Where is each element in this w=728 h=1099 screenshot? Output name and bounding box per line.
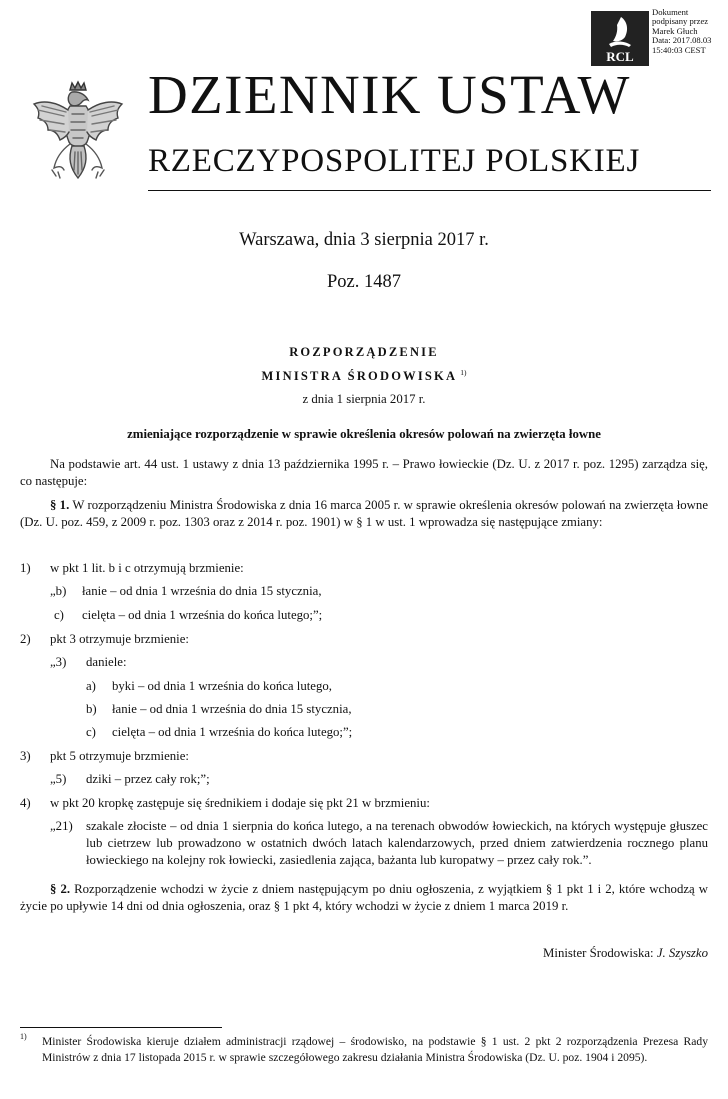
rcl-logo-text: RCL [606,49,634,64]
polish-eagle-emblem [26,80,130,192]
item-3-5-text: dziki – przez cały rok;”; [86,772,210,786]
item-1-label: 1) [20,561,31,575]
item-1-b-label: „b) [50,584,67,598]
item-3-text: pkt 5 otrzymuje brzmienie: [50,749,189,763]
item-3-5-label: „5) [50,772,67,786]
signature-info [652,8,728,55]
item-1-text: w pkt 1 lit. b i c otrzymują brzmienie: [50,561,244,575]
item-2-a-text: byki – od dnia 1 września do końca lutego, [112,679,332,693]
item-2-a-label: a) [86,679,96,693]
footnote-divider [20,1027,222,1028]
item-4-text: w pkt 20 kropkę zastępuje się średnikiem i dodaje się pkt 21 w brzmieniu: [50,796,430,810]
document-date: z dnia 1 sierpnia 2017 r. [302,392,426,406]
section-1-text: W rozporządzeniu Ministra Środowiska z dnia 16 marca 2005 r. w sprawie określenia okresów polowań na zwierzęta łowne (Dz. U. poz. 459, z 2009 r. poz. 1303 oraz z 2014 r. poz. 1901) w § 1 w ust. 1 wprowadza się następujące zmiany: [20,498,708,529]
document-author-name: MINISTRA ŚRODOWISKA [261,369,458,383]
document-author [0,364,728,385]
item-2-3-label: „3) [50,655,67,669]
item-1-c-text: cielęta – od dnia 1 września do końca lutego;”; [82,608,323,622]
item-2-b-label: b) [86,702,97,716]
signature-name: J. Szyszko [656,946,708,960]
item-2-b-text: łanie – od dnia 1 września do dnia 15 stycznia, [112,702,352,716]
document-subject: zmieniające rozporządzenie w sprawie określenia okresów polowań na zwierzęta łowne [127,427,601,441]
publication-date: Warszawa, dnia 3 sierpnia 2017 r. [239,230,489,250]
signature-line: 15:40:03 CEST [652,44,706,55]
item-2-c-label: c) [86,725,96,739]
signature-line: Data: 2017.08.03 [652,35,712,46]
item-2-text: pkt 3 otrzymuje brzmienie: [50,632,189,646]
section-1-paragraph [20,497,708,531]
footnote-text: Minister Środowiska kieruje działem administracji rządowej – środowisko, na podstawie § 1 ust. 2 pkt 2 rozporządzenia Prezesa Rady Ministrów z dnia 17 listopada 2015 r. w sprawie szczegółowego zakresu działania Ministra Środowiska (Dz. U. poz. 1904 i 2095). [42,1035,708,1064]
section-1-mark: § 1. [50,498,70,512]
signature-line: Dokument [652,7,689,17]
item-3-label: 3) [20,749,31,763]
item-4-21-text: szakale złociste – od dnia 1 sierpnia do końca lutego, a na terenach obwodów łowieckich, na których występuje głuszec lub cietrzew lub prowadzono w ostatnich dwóch latach kalendarzowych, przed dniem zatwierdzenia rocznego planu łowieckiego na kolejny rok łowiecki, zasiedlenia zająca, bażanta lub kuropatwy – przez cały rok.”. [86,819,708,867]
rcl-signature-logo [591,11,649,66]
item-4-label: 4) [20,796,31,810]
signature-line: podpisany przez [652,16,709,27]
item-4-21-label: „21) [50,819,73,833]
signature-role: Minister Środowiska: [543,946,654,960]
intro-paragraph: Na podstawie art. 44 ust. 1 ustawy z dnia 13 października 1995 r. – Prawo łowieckie (Dz. U. z 2017 r. poz. 1295) zarządza się, co następuje: [20,457,708,488]
footnote-reference: 1) [460,368,467,377]
item-1-b-text: łanie – od dnia 1 września do dnia 15 stycznia, [82,584,322,598]
minister-signature [0,945,708,962]
journal-title: DZIENNIK USTAW [148,64,631,125]
footnote-number: 1) [20,1032,27,1041]
document-type: ROZPORZĄDZENIE [289,345,439,359]
item-2-3-text: daniele: [86,655,127,669]
item-1-c-label: c) [54,608,64,622]
header-divider [148,190,711,191]
section-2-paragraph [20,881,708,915]
signature-line: Marek Głuch [652,25,698,36]
item-2-c-text: cielęta – od dnia 1 września do końca lutego;”; [112,725,353,739]
section-2-text: Rozporządzenie wchodzi w życie z dniem następującym po dniu ogłoszenia, z wyjątkiem § 1 pkt 1 i 2, które wchodzą w życie po upływie 14 dni od dnia ogłoszenia, oraz § 1 pkt 4, który wchodzi w życie z dniem 1 marca 2019 r. [20,882,708,913]
item-2-label: 2) [20,632,31,646]
journal-subtitle: RZECZYPOSPOLITEJ POLSKIEJ [148,143,641,179]
section-2-mark: § 2. [50,882,71,896]
position-number: Poz. 1487 [327,272,401,292]
